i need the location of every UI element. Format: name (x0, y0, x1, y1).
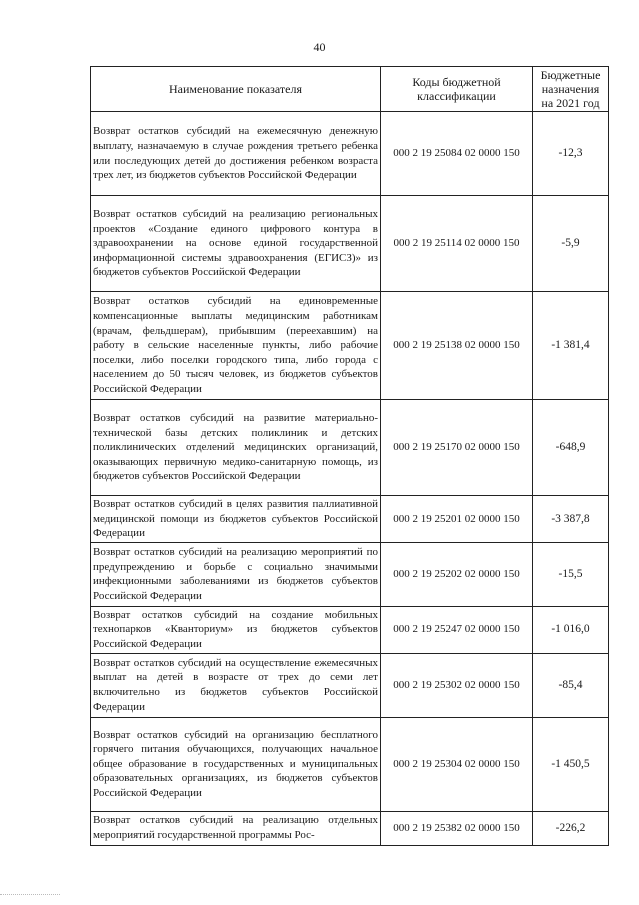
budget-code: 000 2 19 25304 02 0000 150 (381, 717, 533, 811)
budget-amount: -1 450,5 (533, 717, 609, 811)
table-row (91, 606, 609, 653)
table-row (91, 112, 609, 196)
budget-code: 000 2 19 25170 02 0000 150 (381, 400, 533, 496)
table-row (91, 292, 609, 400)
budget-code: 000 2 19 25247 02 0000 150 (381, 606, 533, 653)
budget-code: 000 2 19 25382 02 0000 150 (381, 811, 533, 845)
budget-code: 000 2 19 25201 02 0000 150 (381, 496, 533, 543)
indicator-name: Возврат остатков субсидий на организацию бесплатного горячего питания обучающихся, получающих начальное общее образование в государственных и муниципальных образовательных организациях, из бюджетов субъектов Российской Федерации (91, 717, 381, 811)
budget-amount: -648,9 (533, 400, 609, 496)
budget-code: 000 2 19 25114 02 0000 150 (381, 196, 533, 292)
table-row (91, 196, 609, 292)
budget-amount: -85,4 (533, 653, 609, 717)
budget-amount: -12,3 (533, 112, 609, 196)
indicator-name: Возврат остатков субсидий на ежемесячную денежную выплату, назначаемую в случае рождения третьего ребенка или последующих детей до достижения ребенком возраста трех лет, из бюджетов субъектов Российской Федерации (91, 112, 381, 196)
budget-amount: -3 387,8 (533, 496, 609, 543)
header-indicator-name: Наименование показателя (91, 67, 381, 112)
header-budget-amount: Бюджетные назначения на 2021 год (533, 67, 609, 112)
table-row (91, 717, 609, 811)
indicator-name: Возврат остатков субсидий на осуществление ежемесячных выплат на детей в возрасте от трех до семи лет включительно из бюджетов субъектов Российской Федерации (91, 653, 381, 717)
indicator-name: Возврат остатков субсидий на развитие материально-технической базы детских поликлиник и детских поликлинических отделений медицинских организаций, оказывающих первичную медико-санитарную помощь, из бюджетов субъектов Российской Федерации (91, 400, 381, 496)
indicator-name: Возврат остатков субсидий в целях развития паллиативной медицинской помощи из бюджетов субъектов Российской Федерации (91, 496, 381, 543)
indicator-name: Возврат остатков субсидий на реализацию мероприятий по предупреждению и борьбе с социально значимыми инфекционными заболеваниями из бюджетов субъектов Российской Федерации (91, 542, 381, 606)
budget-amount: -1 016,0 (533, 606, 609, 653)
table-row (91, 496, 609, 543)
budget-amount: -226,2 (533, 811, 609, 845)
table-row (91, 811, 609, 845)
indicator-name: Возврат остатков субсидий на реализацию отдельных мероприятий государственной программы Рос- (91, 811, 381, 845)
table-header-row (91, 67, 609, 112)
budget-table (90, 66, 609, 846)
table-row (91, 542, 609, 606)
page-number: 40 (313, 40, 326, 54)
budget-code: 000 2 19 25138 02 0000 150 (381, 292, 533, 400)
table-row (91, 653, 609, 717)
budget-code: 000 2 19 25202 02 0000 150 (381, 542, 533, 606)
indicator-name: Возврат остатков субсидий на реализацию региональных проектов «Создание единого цифрового контура в здравоохранении на основе единой государственной информационной системы здравоохранения (ЕГИСЗ)» из бюджетов субъектов Российской Федерации (91, 196, 381, 292)
budget-amount: -5,9 (533, 196, 609, 292)
table-row (91, 400, 609, 496)
budget-code: 000 2 19 25302 02 0000 150 (381, 653, 533, 717)
scan-artifact (0, 894, 60, 897)
indicator-name: Возврат остатков субсидий на единовременные компенсационные выплаты медицинским работникам (врачам, фельдшерам), прибывшим (переехавшим) на работу в сельские населенные пункты, либо рабочие поселки, либо поселки городского типа, либо города с населением до 50 тысяч человек, из бюджетов субъектов Российской Федерации (91, 292, 381, 400)
budget-code: 000 2 19 25084 02 0000 150 (381, 112, 533, 196)
indicator-name: Возврат остатков субсидий на создание мобильных технопарков «Кванториум» из бюджетов субъектов Российской Федерации (91, 606, 381, 653)
budget-amount: -1 381,4 (533, 292, 609, 400)
header-budget-code: Коды бюджетной классификации (381, 67, 533, 112)
budget-amount: -15,5 (533, 542, 609, 606)
